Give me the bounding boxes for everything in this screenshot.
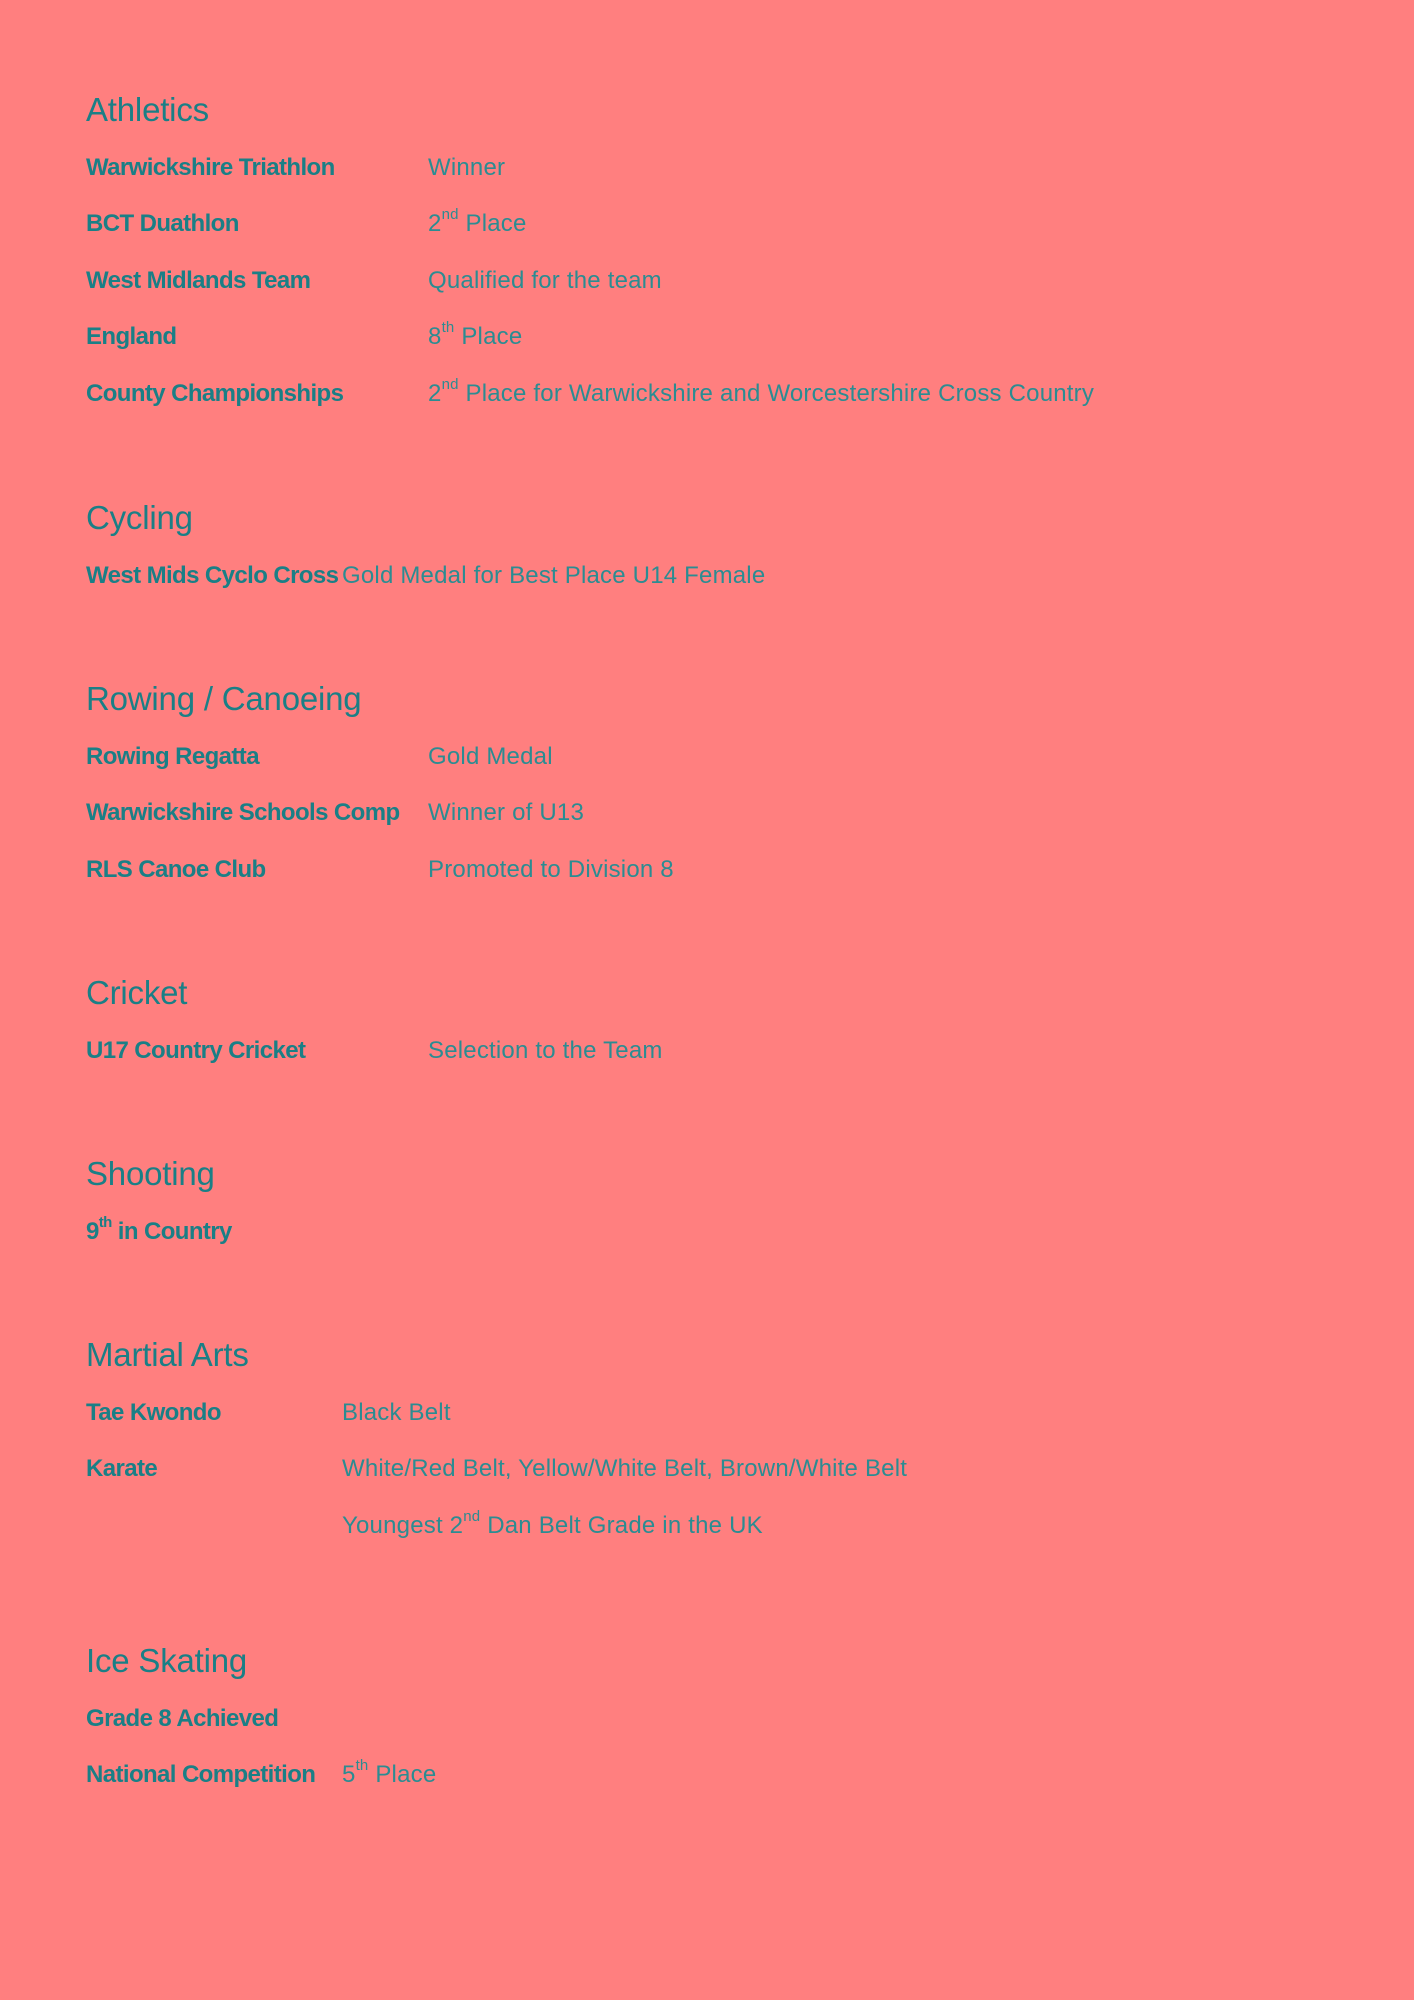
- achievement-value: Gold Medal for Best Place U14 Female: [342, 562, 766, 589]
- section-title: Cricket: [86, 974, 188, 1011]
- section-shooting: [86, 1154, 1326, 1245]
- achievement-value: 5th Place: [342, 1757, 437, 1788]
- section-ice-skating: [86, 1641, 1326, 1788]
- achievement-label: National Competition: [86, 1761, 316, 1788]
- achievement-value: White/Red Belt, Yellow/White Belt, Brown/White Belt: [342, 1455, 908, 1482]
- achievement-label: Tae Kwondo: [86, 1399, 221, 1426]
- section-rowing-canoeing: [86, 679, 1326, 883]
- achievement-value: Black Belt: [342, 1399, 451, 1426]
- achievement-label: County Championships: [86, 380, 344, 407]
- section-martial-arts: [86, 1335, 1326, 1539]
- achievement-value: Winner: [428, 154, 506, 181]
- achievement-label: England: [86, 323, 177, 350]
- section-title: Rowing / Canoeing: [86, 680, 362, 717]
- achievement-value: Gold Medal: [428, 743, 553, 770]
- achievement-label: West Mids Cyclo Cross: [86, 562, 339, 589]
- achievement-label: U17 Country Cricket: [86, 1037, 306, 1064]
- achievement-value: Qualified for the team: [428, 267, 662, 294]
- achievement-value: 8th Place: [428, 319, 523, 350]
- section-title: Cycling: [86, 499, 193, 536]
- section-title: Ice Skating: [86, 1642, 248, 1679]
- achievement-value: Promoted to Division 8: [428, 856, 674, 883]
- section-title: Martial Arts: [86, 1336, 249, 1373]
- achievement-label: Grade 8 Achieved: [86, 1705, 279, 1732]
- achievement-label: Warwickshire Schools Comp: [86, 799, 400, 826]
- achievement-value: Youngest 2nd Dan Belt Grade in the UK: [342, 1508, 763, 1539]
- achievement-label: West Midlands Team: [86, 267, 311, 294]
- section-title: Athletics: [86, 91, 209, 128]
- achievement-value: Selection to the Team: [428, 1037, 663, 1064]
- achievement-label: BCT Duathlon: [86, 210, 239, 237]
- section-athletics: [86, 90, 1326, 407]
- achievement-value: 2nd Place for Warwickshire and Worcestershire Cross Country: [428, 376, 1095, 407]
- achievement-label: Rowing Regatta: [86, 743, 259, 770]
- section-cycling: [86, 498, 1326, 589]
- section-cricket: [86, 973, 1326, 1064]
- achievement-value: Winner of U13: [428, 799, 584, 826]
- achievement-label: Warwickshire Triathlon: [86, 154, 335, 181]
- section-title: Shooting: [86, 1155, 215, 1192]
- achievement-label: 9th in Country: [86, 1214, 232, 1245]
- achievement-label: RLS Canoe Club: [86, 856, 266, 883]
- achievement-value: 2nd Place: [428, 206, 527, 237]
- achievement-label: Karate: [86, 1455, 158, 1482]
